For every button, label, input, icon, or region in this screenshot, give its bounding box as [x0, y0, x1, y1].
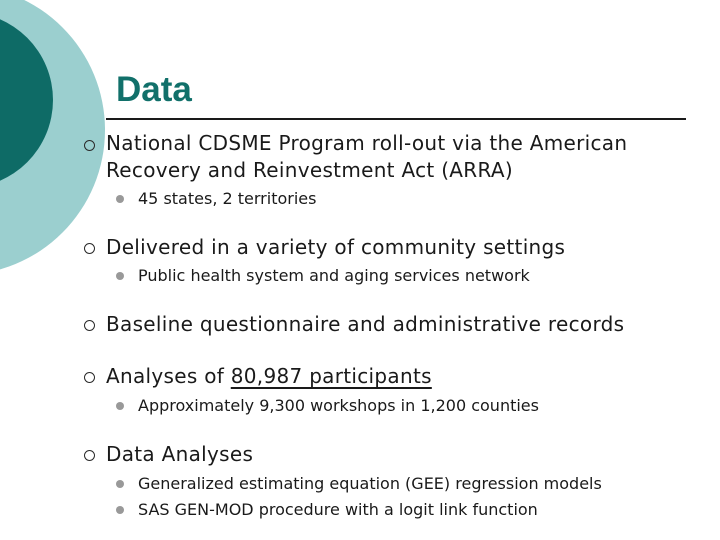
participants-count-underlined: 80,987 participants	[230, 364, 432, 388]
filled-dot-bullet-icon	[116, 506, 124, 514]
filled-dot-bullet-icon	[116, 272, 124, 280]
filled-dot-bullet-icon	[116, 480, 124, 488]
hollow-circle-bullet-icon	[84, 372, 95, 383]
sub-bullet-text: SAS GEN-MOD procedure with a logit link function	[138, 500, 538, 519]
bullet-text	[106, 363, 680, 390]
filled-dot-bullet-icon	[116, 195, 124, 203]
hollow-circle-bullet-icon	[84, 140, 95, 151]
hollow-circle-bullet-icon	[84, 320, 95, 331]
sub-bullet-text: 45 states, 2 territories	[138, 189, 317, 208]
hollow-circle-bullet-icon	[84, 243, 95, 254]
filled-dot-bullet-icon	[116, 402, 124, 410]
slide-title: Data	[116, 70, 192, 109]
bullet-text: Delivered in a variety of community settings	[106, 235, 566, 259]
sub-bullet-text: Approximately 9,300 workshops in 1,200 counties	[138, 396, 539, 415]
hollow-circle-bullet-icon	[84, 450, 95, 461]
bullet-text: National CDSME Program roll-out via the American Recovery and Reinvestment Act (ARRA)	[106, 131, 628, 182]
bullet-text-prefix: Analyses of	[106, 364, 231, 388]
sub-bullet-text: Generalized estimating equation (GEE) regression models	[138, 474, 602, 493]
bullet-text: Data Analyses	[106, 442, 254, 466]
bullet-text: Baseline questionnaire and administrative records	[106, 312, 625, 336]
sub-bullet-text: Public health system and aging services network	[138, 266, 530, 285]
